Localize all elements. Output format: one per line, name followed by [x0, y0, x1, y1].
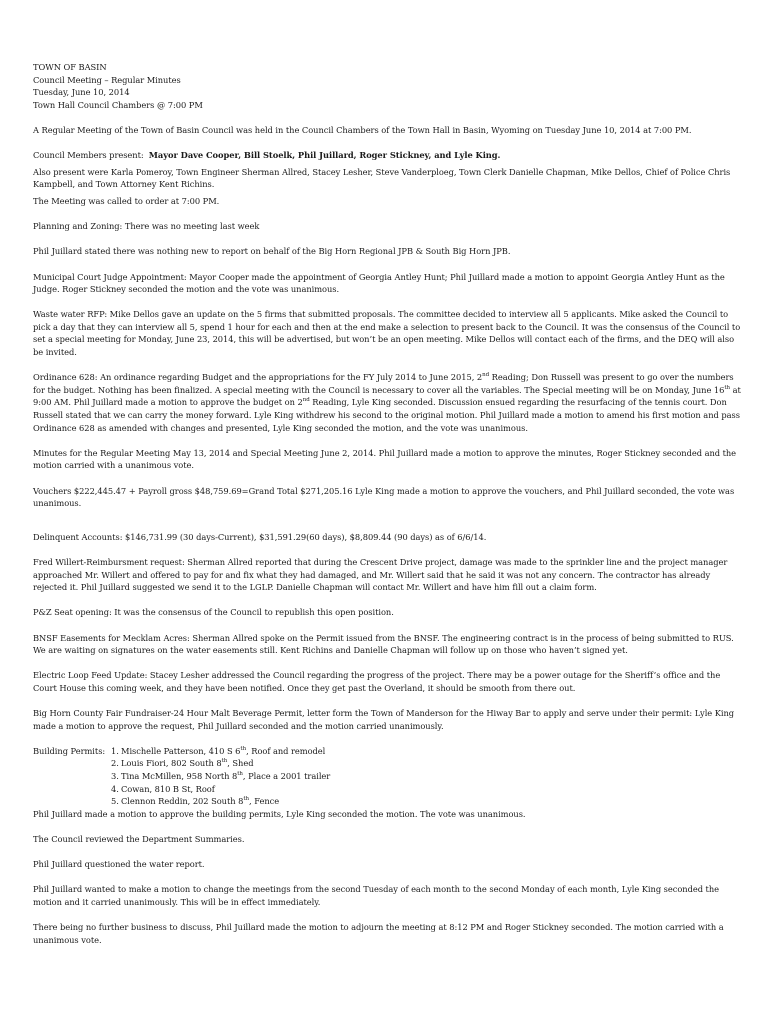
building-permits-label: Building Permits:: [33, 745, 106, 756]
list-item: [111, 770, 330, 783]
list-item-text: Louis Fiori, 802 South 8th, Shed: [121, 758, 254, 769]
jpb-report: Phil Juillard stated there was nothing new to report on behalf of the Big Horn Regional JPB & South Big Horn JPB.: [33, 246, 511, 257]
town-name: TOWN OF BASIN: [33, 62, 107, 72]
department-summaries: The Council reviewed the Department Summaries.: [33, 834, 245, 845]
ordinance-sup-2: th: [724, 385, 731, 392]
members-present-names: Mayor Dave Cooper, Bill Stoelk, Phil Juillard, Roger Stickney, and Lyle King.: [148, 150, 501, 161]
building-permits-list: [111, 745, 330, 808]
ordinance-text-2: Reading; Don Russell was present to go over the numbers for the budget. Nothing has been finalized. A special meeting with the Council is necessary to cover all the variables. The Special meeting will be on Monday, June 16: [33, 372, 734, 395]
list-item-number: 5.: [111, 796, 119, 807]
court-appointment: Municipal Court Judge Appointment: Mayor Cooper made the appointment of Georgia Antley Hunt; Phil Juillard made a motion to appoint Georgia Antley Hunt as the Judge. Roger Stickney seconded the motion and the vote was unanimous.: [33, 271, 725, 295]
list-item-number: 3.: [111, 771, 119, 782]
planning-zoning: Planning and Zoning: There was no meeting last week: [33, 221, 260, 232]
electric-loop-update: Electric Loop Feed Update: Stacey Lesher addressed the Council regarding the progress of the project. There may be a power outage for the Sheriff’s office and the Court House this coming week, and they have been notified. Once they get past the Overland, it should be smooth from there out.: [33, 670, 721, 693]
meeting-location: Town Hall Council Chambers @ 7:00 PM: [33, 99, 203, 110]
ordinance-text-1: Ordinance 628: An ordinance regarding Budget and the appropriations for the FY July 2014 to June 2015, 2: [33, 372, 483, 383]
intro-paragraph: A Regular Meeting of the Town of Basin Council was held in the Council Chambers of the Town Hall in Basin, Wyoming on Tuesday June 10, 2014 at 7:00 PM.: [33, 124, 692, 135]
building-permits-motion: Phil Juillard made a motion to approve the building permits, Lyle King seconded the motion. The vote was unanimous.: [33, 808, 526, 819]
list-item: [111, 783, 330, 796]
pz-seat-opening: P&Z Seat opening: It was the consensus of the Council to republish this open position.: [33, 607, 394, 618]
list-item-number: 4.: [111, 783, 119, 794]
meeting-type: Council Meeting – Regular Minutes: [33, 74, 181, 85]
meeting-schedule-change: Phil Juillard wanted to make a motion to change the meetings from the second Tuesday of each month to the second Monday of each month, Lyle King seconded the motion and it carried unanimously. This will be in effect immediately.: [33, 884, 719, 907]
adjournment: There being no further business to discuss, Phil Juillard made the motion to adjourn the meeting at 8:12 PM and Roger Stickney seconded. The motion carried with a unanimous vote.: [33, 922, 724, 945]
water-report: Phil Juillard questioned the water report.: [33, 859, 205, 870]
ordinance-sup-3: nd: [302, 397, 310, 404]
ordinance-628: [33, 371, 741, 434]
members-present-label: Council Members present:: [33, 150, 144, 161]
willert-reimbursement: Fred Willert-Reimbursment request: Sherman Allred reported that during the Crescent Drive project, damage was made to the sprinkler line and the project manager approached Mr. Willert and offered to pay for and fix what they had damaged, and Mr. Willert said that he said it was not any concern. The contractor has already rejected it. Phil Juillard suggested we send it to the LGLP. Danielle Chapman will contact Mr. Willert and have him fill out a claim form.: [33, 556, 728, 593]
list-item-text: Clennon Reddin, 202 South 8th, Fence: [121, 796, 280, 807]
bnsf-easements: BNSF Easements for Mecklam Acres: Sherman Allred spoke on the Permit issued from the BNSF. The engineering contract is in the process of being submitted to RUS. We are waiting on signatures on the water easements still. Kent Richins and Danielle Chapman will follow up on those who haven’t signed yet.: [33, 632, 734, 656]
minutes-document: [33, 61, 741, 946]
list-item-number: 2.: [111, 758, 119, 769]
ordinance-text-3: at 9:00 AM. Phil Juillard made a motion to approve the budget on 2: [33, 384, 741, 408]
ordinance-text-4: Reading, Lyle King seconded. Discussion ensued regarding the resurfacing of the tennis court. Don Russell stated that we can carry the money forward. Lyle King withdrew his second to the original motion. Phil Juillard made a motion to amend his first motion and pass Ordinance 628 as amended with changes and presented, Lyle King seconded the motion, and the vote was unanimous.: [33, 397, 740, 433]
call-to-order: The Meeting was called to order at 7:00 PM.: [33, 195, 220, 206]
also-present: Also present were Karla Pomeroy, Town Engineer Sherman Allred, Stacey Lesher, Steve Vanderploeg, Town Clerk Danielle Chapman, Mike Dellos, Chief of Police Chris Kampbell, and Town Attorney Kent Richins.: [33, 166, 731, 190]
minutes-approval: Minutes for the Regular Meeting May 13, 2014 and Special Meeting June 2, 2014. Phil Juillard made a motion to approve the minutes, Roger Stickney seconded and the motion carried with a unanimous vote.: [33, 447, 737, 471]
document-header: [33, 61, 741, 111]
vouchers: Vouchers $222,445.47 + Payroll gross $48,759.69=Grand Total $271,205.16 Lyle King made a motion to approve the vouchers, and Phil Juillard seconded, the vote was unanimous.: [33, 485, 735, 509]
list-item-text: Tina McMillen, 958 North 8th, Place a 2001 trailer: [121, 771, 331, 782]
ordinance-sup-1: nd: [482, 372, 490, 379]
members-present: [33, 149, 741, 162]
wastewater-rfp: Waste water RFP: Mike Dellos gave an update on the 5 firms that submitted proposals. The committee decided to interview all 5 applicants. Mike asked the Council to pick a day that they can interview all 5, spend 1 hour for each and then at the end make a selection to present back to the Council. It was the consensus of the Council to set a special meeting for Monday, June 23, 2014, this will be advertised, but won’t be an open meeting. Mike Dellos will contact each of the firms, and the DEQ will also be invited.: [33, 309, 741, 358]
meeting-date: Tuesday, June 10, 2014: [33, 87, 130, 98]
list-item: [111, 757, 330, 770]
fair-fundraiser: Big Horn County Fair Fundraiser-24 Hour Malt Beverage Permit, letter form the Town of Manderson for the Hiway Bar to apply and serve under their permit: Lyle King made a motion to approve the request, Phil Juillard seconded and the motion carried unanimously.: [33, 708, 735, 731]
building-permits: [33, 745, 741, 808]
list-item-number: 1.: [111, 745, 119, 756]
list-item-text: Mischelle Patterson, 410 S 6th, Roof and remodel: [121, 745, 326, 756]
list-item: [111, 795, 330, 808]
delinquent-accounts: Delinquent Accounts: $146,731.99 (30 days-Current), $31,591.29(60 days), $8,809.44 (90 days) as of 6/6/14.: [33, 531, 487, 542]
list-item: [111, 745, 330, 758]
list-item-text: Cowan, 810 B St, Roof: [121, 783, 215, 794]
